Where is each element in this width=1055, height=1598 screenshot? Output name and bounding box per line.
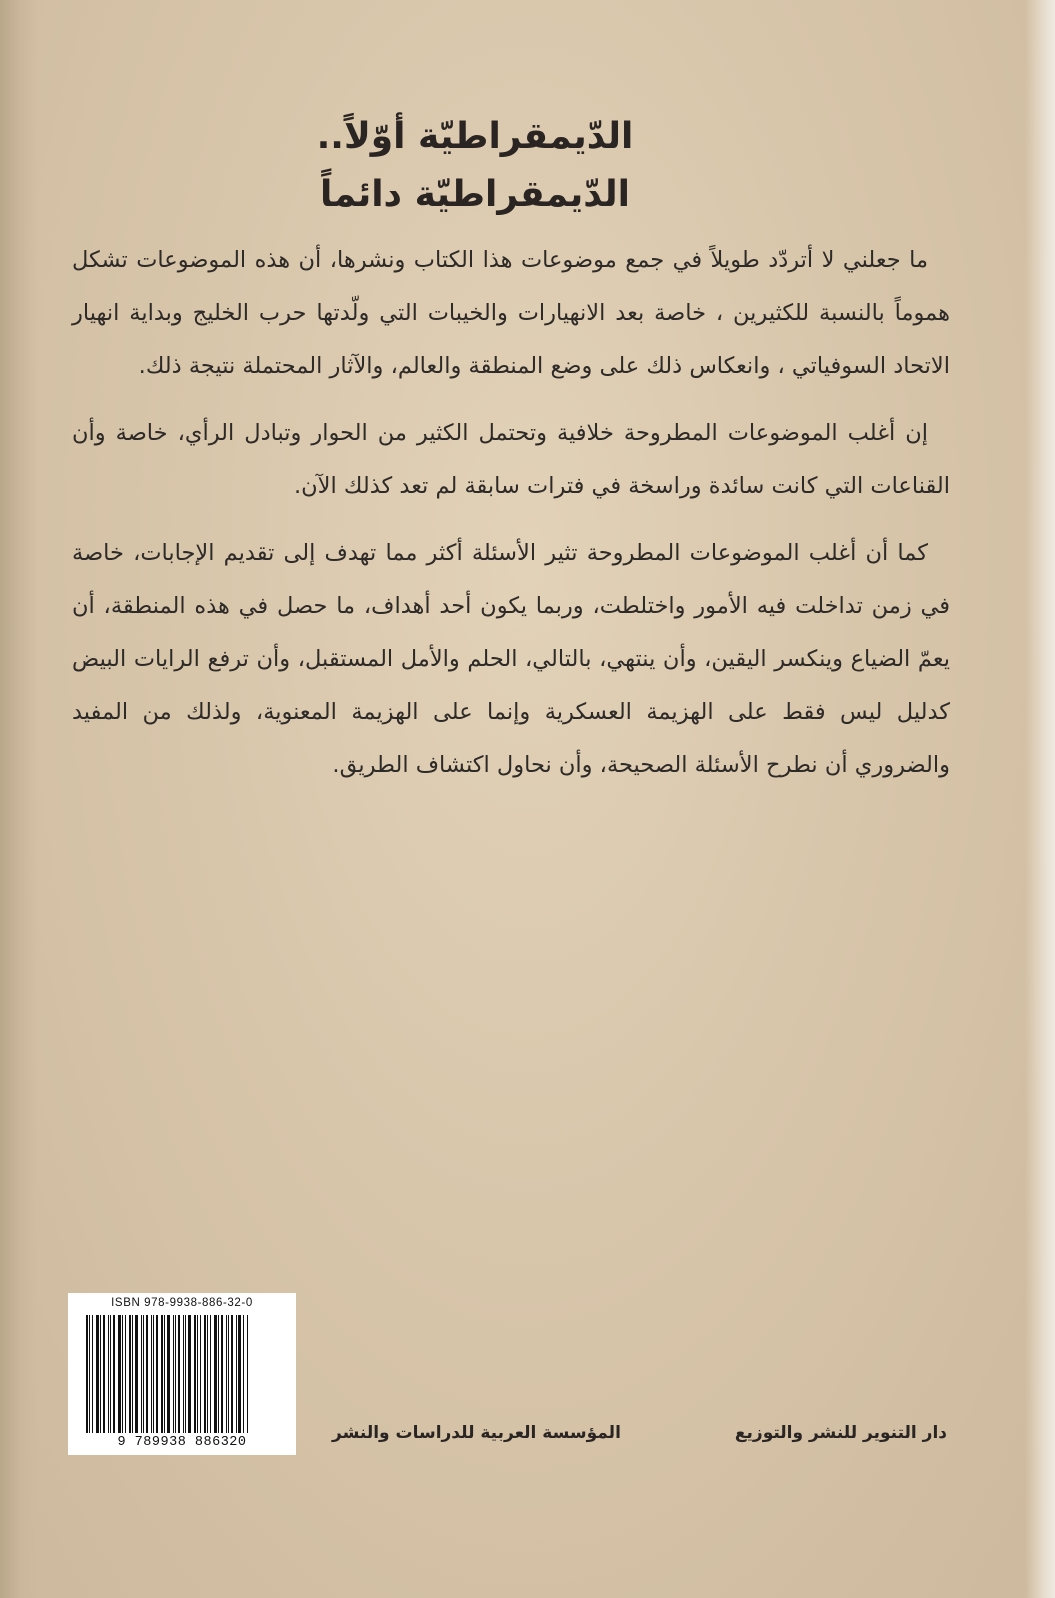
publisher-arab-institute: المؤسسة العربية للدراسات والنشر <box>332 1423 621 1443</box>
barcode-bar <box>146 1315 148 1433</box>
barcode-bar <box>122 1315 123 1433</box>
barcode-bar <box>228 1315 229 1433</box>
barcode-bar <box>100 1315 101 1433</box>
barcode-bar <box>207 1315 208 1433</box>
barcode-bar <box>129 1315 131 1433</box>
barcode-bar <box>125 1315 126 1433</box>
isbn-label: ISBN 978-9938-886-32-0 <box>111 1297 253 1309</box>
publisher-dar-altanweer: دار التنوير للنشر والتوزيع <box>734 1423 947 1443</box>
barcode-bar <box>210 1315 211 1433</box>
barcode-bar <box>132 1315 133 1433</box>
barcode-bar <box>214 1315 217 1433</box>
barcode-bar <box>161 1315 163 1433</box>
barcode-bar <box>178 1315 180 1433</box>
barcode-bar <box>143 1315 144 1433</box>
barcode-digits: 9 789938 886320 <box>117 1435 247 1450</box>
barcode-bar <box>108 1315 109 1433</box>
barcode-bar <box>204 1315 206 1433</box>
barcode-bar <box>183 1315 184 1433</box>
barcode-bar <box>153 1315 154 1433</box>
cover-title <box>300 108 650 224</box>
barcode-bar <box>218 1315 219 1433</box>
barcode-bar <box>221 1315 223 1433</box>
barcode-bar <box>194 1315 196 1433</box>
barcode-bar <box>238 1315 241 1433</box>
barcode-bar <box>226 1315 227 1433</box>
barcode-bar <box>86 1315 88 1433</box>
title-line-2: الدّيمقراطيّة دائماً <box>320 174 630 215</box>
barcode-bar <box>118 1315 121 1433</box>
barcode-bar <box>151 1315 152 1433</box>
barcode-bar <box>200 1315 201 1433</box>
barcode-bar <box>113 1315 115 1433</box>
barcode-bar <box>89 1315 90 1433</box>
barcode-bar <box>110 1315 111 1433</box>
barcode-bar <box>173 1315 174 1433</box>
barcode-bar <box>167 1315 170 1433</box>
barcode-bar <box>96 1315 99 1433</box>
barcode-bars <box>86 1315 282 1433</box>
barcode-bar <box>188 1315 191 1433</box>
barcode-bar <box>231 1315 233 1433</box>
barcode-bar <box>141 1315 142 1433</box>
barcode-bar <box>135 1315 138 1433</box>
blurb-text <box>72 234 950 806</box>
barcode-bar <box>247 1315 248 1433</box>
blurb-paragraph-1: ما جعلني لا أتردّد طويلاً في جمع موضوعات هذا الكتاب ونشرها، أن هذه الموضوعات تشكل هموماً بالنسبة للكثيرين ، خاصة بعد الانهيارات والخيبات التي ولّدتها حرب الخليج وبداية انهيار الاتحاد السوفياتي ، وانعكاس ذلك على وضع المنطقة والعالم، والآثار المحتملة نتيجة ذلك. <box>72 247 950 379</box>
barcode-bar <box>236 1315 237 1433</box>
spine-shadow <box>0 0 38 1598</box>
barcode-bar <box>103 1315 105 1433</box>
barcode-bar <box>92 1315 93 1433</box>
barcode-bar <box>156 1315 158 1433</box>
barcode-bar <box>243 1315 244 1433</box>
isbn-barcode <box>68 1293 296 1455</box>
blurb-paragraph-3: كما أن أغلب الموضوعات المطروحة تثير الأسئلة أكثر مما تهدف إلى تقديم الإجابات، خاصة في زمن تداخلت فيه الأمور واختلطت، وربما يكون أحد أهداف، ما حصل في هذه المنطقة، أن يعمّ الضياع وينكسر اليقين، وأن ينتهي، بالتالي، الحلم والأمل المستقبل، وأن ترفع الرايات البيض كدليل ليس فقط على الهزيمة العسكرية وإنما على الهزيمة المعنوية، ولذلك من المفيد والضروري أن نطرح الأسئلة الصحيحة، وأن نحاول اكتشاف الطريق. <box>72 540 950 778</box>
barcode-bar <box>175 1315 176 1433</box>
barcode-bar <box>164 1315 165 1433</box>
barcode-bar <box>185 1315 186 1433</box>
blurb-paragraph-2: إن أغلب الموضوعات المطروحة خلافية وتحتمل الكثير من الحوار وتبادل الرأي، خاصة وأن القناعات التي كانت سائدة وراسخة في فترات سابقة لم تعد كذلك الآن. <box>72 420 950 499</box>
page-edge <box>1025 0 1055 1598</box>
barcode-bar <box>197 1315 198 1433</box>
title-line-1: الدّيمقراطيّة أوّلاً.. <box>316 116 634 157</box>
